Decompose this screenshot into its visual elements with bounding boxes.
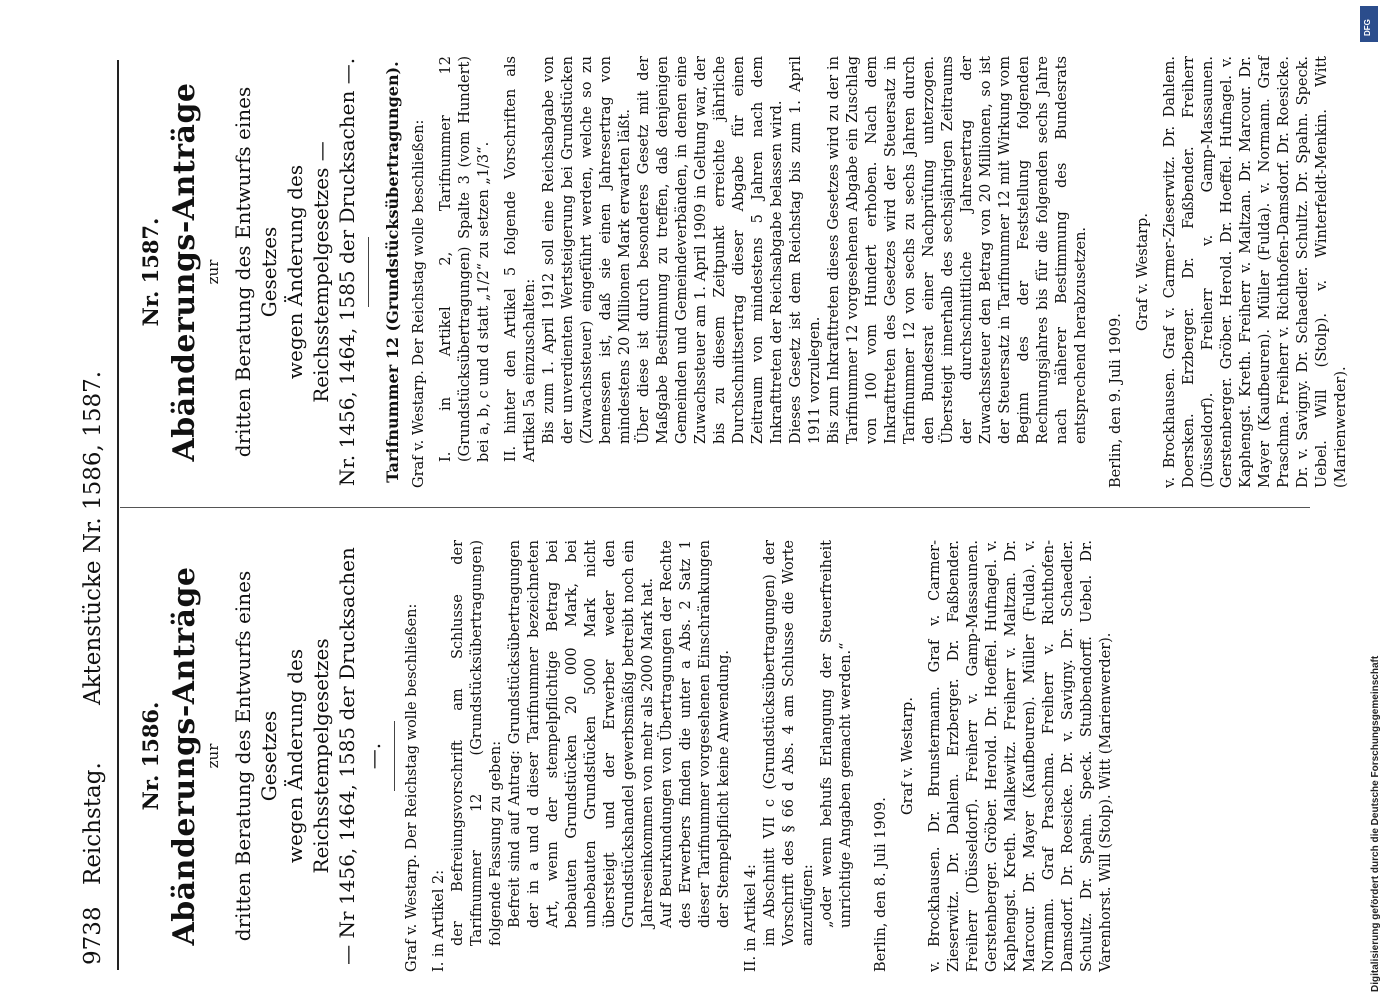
item-1-text: der Befreiungsvorschrift am Schlusse der Tarifnummer 12 (Grundstücksübertragungen) folgende Fassung zu geben: (450, 540, 504, 946)
item-2-quote-1: Bis zum 1. April 1912 soll eine Reichsabgabe von der unverdienten Wertsteigerung bei Grundstücken (Zuwachssteuer) eingeführt werden, welche so zu bemessen ist, daß sie einen Jahresertrag von mindestens 20 Millionen Mark erwarten läßt. (541, 56, 633, 444)
motion-intro: Graf v. Westarp. Der Reichstag wolle beschließen: (411, 119, 427, 488)
subtitle-line-1: dritten Beratung des Entwurfs eines Gesetzes (231, 86, 281, 458)
item-2-heading: II. in Artikel 4: (743, 864, 759, 972)
page-header (80, 60, 120, 965)
subtitle-line-2: wegen Änderung des Reichsstempelgesetzes — (283, 141, 333, 403)
date-line: Berlin, den 8. Juli 1909. (873, 797, 889, 972)
separator (368, 237, 369, 307)
signer: Graf v. Westarp. (1135, 213, 1151, 331)
digitization-note: Digitalisierung gefördert durch die Deutsche Forschungsgemeinschaft (1370, 655, 1381, 992)
item-2-quote: „oder wenn behufs Erlangung der Steuerfreiheit unrichtige Angaben gemacht werden.“ (819, 540, 854, 928)
item-1-quote-2: Auf Beurkundungen von Übertragungen der Rechte des Erwerbers finden die unter a Abs. 2 Satz 1 dieser Tarifnummer vorgesehenen Einschränkungen der Stempelpflicht keine Anwendung. (659, 540, 732, 928)
item-2-quote-3: Dieses Gesetz ist dem Reichstag bis zum 1. April 1911 vorzulegen. (788, 56, 823, 444)
separator (394, 721, 395, 791)
title-connector: zur (204, 743, 222, 769)
subtitle-line-1: dritten Beratung des Entwurfs eines Gesetzes (231, 570, 281, 942)
motion-intro: Graf v. Westarp. Der Reichstag wolle beschließen: (404, 603, 420, 972)
doc-number: Nr. 1586. (138, 701, 163, 811)
running-title: Reichstag. (80, 762, 106, 885)
signer: Graf v. Westarp. (900, 697, 916, 815)
item-1-heading: I. in Artikel 2: (431, 869, 447, 972)
date-line: Berlin, den 9. Juli 1909. (1108, 313, 1124, 488)
subtitle-line-3: Nr. 1456, 1464, 1585 der Drucksachen —. (335, 57, 359, 487)
item-2-text: im Abschnitt VII c (Grundstücksübertragungen) der Vorschrift des § 66 d Abs. 4 am Schlusse die Worte anzufügen: (762, 540, 816, 946)
item-1-text: I. in Artikel 2, Tarifnummer 12 (Grundstücksübertragungen) Spalte 3 (vom Hundert) bei a, b, c und d statt „1/2“ zu setzen „1/3“. (438, 56, 492, 462)
doc-title: Abänderungs-Anträge (167, 566, 202, 946)
dfg-logo: DFG (1360, 6, 1378, 42)
item-2-heading: II. hinter den Artikel 5 folgende Vorschriften als Artikel 5a einzuschalten: (503, 56, 538, 462)
page-number: 9738 (80, 906, 106, 965)
column-1587 (120, 56, 1366, 488)
signatories: v. Brockhausen. Dr. Brunstermann. Graf v. Carmer-Zieserwitz. Dr. Dahlem. Erzberger. Dr. Faßbender. Freiherr (Düsseldorf). Freiherr v. Gamp-Massaunen. Gerstenberger. Gröber. Herold. Dr. Hoeffel. Hufnagel. v. Kaphengst. Kreth. Malkewitz. Freiherr v. Maltzan. Dr. Marcour. Dr. Mayer (Kaufbeuren). Müller (Fulda). v. Normann. Graf Praschma. Freiherr v. Richthofen-Damsdorf. Dr. Roesicke. Dr. v. Savigny. Dr. Schaedler. Schultz. Dr. Spahn. Speck. Stubbendorff. Uebel. Dr. Varenhorst. Will (Stolp). Witt (Marienwerder). (927, 540, 1114, 972)
title-connector: zur (204, 259, 222, 285)
doc-number: Nr. 1587. (138, 217, 163, 327)
item-1-quote-1: Befreit sind auf Antrag: Grundstücksübertragungen der in a und d dieser Tarifnummer bezeichneten Art, wenn der stempelpflichtige Betrag bei bebauten Grundstücken 20 000 Mark, bei unbebauten Grundstücken 5000 Mark nicht übersteigt und der Erwerber weder den Grundstückshandel gewerbsmäßig betreibt noch ein Jahreseinkommen von mehr als 2000 Mark hat. (507, 540, 656, 928)
subtitle-line-3: — Nr 1456, 1464, 1585 der Drucksachen —. (335, 547, 385, 965)
item-2-quote-2: Über diese ist durch besonderes Gesetz mit der Maßgabe Bestimmung zu treffen, daß denjenigen Gemeinden und Gemeindeverbänden, in denen eine Zuwachssteuer am 1. April 1909 in Geltung war, der bis zu diesem Zeitpunkt erreichte jährliche Durchschnittsertrag dieser Abgabe für einen Zeitraum von mindestens 5 Jahren nach dem Inkrafttreten der Reichsabgabe belassen wird. (636, 56, 785, 444)
header-rule (117, 60, 119, 970)
signatories: v. Brockhausen. Graf v. Carmer-Zieserwitz. Dr. Dahlem. Doersken. Erzberger. Dr. Faßbender. Freiherr (Düsseldorf). Freiherr v. Gamp-Massaunen. Gerstenberger. Gröber. Herold. Dr. Hoeffel. Hufnagel. v. Kaphengst. Kreth. Freiherr v. Maltzan. Dr. Marcour. Dr. Mayer (Kaufbeuren). Müller (Fulda). v. Normann. Graf Praschma. Freiherr v. Richthofen-Damsdorf. Dr. Roesicke. Dr. v. Savigny. Dr. Schaedler. Schultz. Dr. Spahn. Speck. Uebel. Will (Stolp). v. Winterfeldt-Menkin. Witt (Marienwerder). (1162, 56, 1349, 488)
subtitle-line-2: wegen Änderung des Reichsstempelgesetzes (283, 638, 333, 874)
doc-title: Abänderungs-Anträge (167, 82, 202, 462)
column-1586 (120, 540, 1131, 972)
column-divider (120, 507, 1310, 508)
document-numbers: Aktenstücke Nr. 1586, 1587. (80, 370, 106, 705)
section-heading: Tarifnummer 12 (Grundstücksübertragungen). (383, 61, 402, 483)
item-2-quote-4: Bis zum Inkrafttreten dieses Gesetzes wird zu der in Tarifnummer 12 vorgesehenen Abgabe ein Zuschlag von 100 vom Hundert erhoben. Nach dem Inkrafttreten des Gesetzes wird der Steuersatz in Tarifnummer 12 von sechs zu sechs Jahren durch den Bundesrat einer Nachprüfung unterzogen. Übersteigt innerhalb des sechsjährigen Zeitraums der durchschnittliche Jahresertrag der Zuwachssteuer den Betrag von 20 Millionen, so ist der Steuersatz in Tarifnummer 12 mit Wirkung vom Beginn des der Feststellung folgenden Rechnungsjahres bis für die folgenden sechs Jahre nach näherer Bestimmung des Bundesrats entsprechend herabzusetzen. (826, 56, 1089, 444)
